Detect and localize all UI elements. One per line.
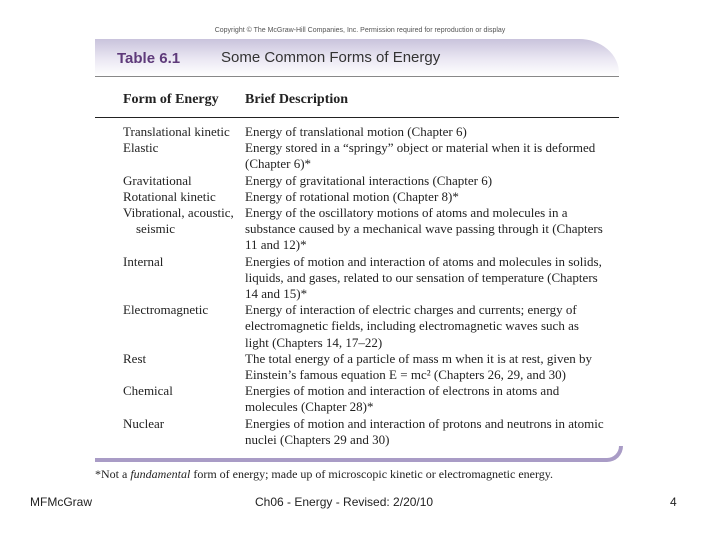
footnote-emphasis: fundamental: [130, 467, 191, 481]
description-cell: [245, 351, 623, 383]
form-cell: [123, 302, 245, 351]
form-cell: [123, 189, 245, 205]
table-row: [123, 124, 623, 140]
description-cell: [245, 302, 623, 351]
table-number: Table 6.1: [117, 50, 181, 67]
form-cell: [123, 416, 245, 448]
description-cell: [245, 173, 623, 189]
copyright-notice: Copyright © The McGraw-Hill Companies, Inc. Permission required for reproduction or display: [214, 27, 506, 34]
form-line: Electromagnetic: [123, 302, 209, 318]
form-line: seismic: [136, 221, 175, 237]
footnote-text-end: form of energy; made up of microscopic kinetic or electromagnetic energy.: [190, 467, 553, 481]
table-row: [123, 416, 623, 448]
description-cell: [245, 140, 623, 172]
table-body: [123, 124, 623, 448]
description-line: Energies of motion and interaction of electrons in atoms and: [245, 383, 560, 399]
table-row: [123, 140, 623, 172]
table-title: Some Common Forms of Energy: [221, 49, 441, 66]
form-cell: [123, 254, 245, 303]
form-cell: [123, 140, 245, 172]
table-row: [123, 351, 623, 383]
description-line: 14 and 15)*: [245, 286, 308, 302]
description-line: Energy of rotational motion (Chapter 8)*: [245, 188, 459, 204]
form-line: Chemical: [123, 383, 173, 399]
form-cell: [123, 205, 245, 254]
description-line: electromagnetic fields, including electromagnetic waves such as: [245, 318, 579, 334]
header-rule: [95, 117, 619, 118]
table-row: [123, 383, 623, 415]
description-line: liquids, and gases, related to our sensation of temperature (Chapters: [245, 269, 598, 285]
table-row: [123, 205, 623, 254]
page-number: 4: [670, 495, 677, 509]
form-line: Translational kinetic: [123, 124, 230, 139]
description-line: Energy of translational motion (Chapter 6): [245, 124, 467, 139]
description-line: molecules (Chapter 28)*: [245, 399, 374, 415]
form-line: Internal: [123, 253, 164, 269]
form-cell: [123, 383, 245, 415]
form-cell: [123, 351, 245, 383]
form-line: Rotational kinetic: [123, 188, 216, 204]
description-line: Energy stored in a “springy” object or material when it is deformed: [245, 140, 596, 156]
description-cell: [245, 189, 623, 205]
table-row: [123, 189, 623, 205]
description-cell: [245, 254, 623, 303]
footer-title: Ch06 - Energy - Revised: 2/20/10: [255, 495, 434, 509]
footnote: [95, 467, 553, 482]
description-line: 11 and 12)*: [245, 237, 307, 253]
description-cell: [245, 383, 623, 415]
description-line: nuclei (Chapters 29 and 30): [245, 431, 390, 447]
form-line: Nuclear: [123, 415, 165, 431]
description-line: Energies of motion and interaction of protons and neutrons in atomic: [245, 415, 604, 431]
table-row: [123, 254, 623, 303]
table-row: [123, 173, 623, 189]
description-line: Einstein’s famous equation E = mc² (Chapters 26, 29, and 30): [245, 367, 567, 383]
form-line: Elastic: [123, 140, 159, 156]
table-row: [123, 302, 623, 351]
description-line: (Chapter 6)*: [245, 156, 312, 172]
description-line: Energies of motion and interaction of atoms and molecules in solids,: [245, 253, 602, 269]
description-cell: [245, 205, 623, 254]
footnote-text: *Not a: [95, 467, 131, 481]
form-cell: [123, 173, 245, 189]
form-line: Gravitational: [123, 172, 192, 188]
table-bottom-border: [95, 446, 623, 462]
description-line: light (Chapters 14, 17–22): [245, 334, 383, 350]
description-line: The total energy of a particle of mass m when it is at rest, given by: [245, 350, 593, 366]
form-line: Vibrational, acoustic,: [123, 205, 234, 221]
form-cell: [123, 124, 245, 140]
description-line: substance caused by a mechanical wave passing through it (Chapters: [245, 221, 603, 237]
column-header-form: Form of Energy: [123, 92, 219, 107]
footer-author: MFMcGraw: [30, 495, 92, 509]
description-cell: [245, 416, 623, 448]
form-line: Rest: [123, 350, 147, 366]
description-line: Energy of the oscillatory motions of atoms and molecules in a: [245, 205, 568, 221]
description-line: Energy of interaction of electric charges and currents; energy of: [245, 302, 577, 318]
column-header-description: Brief Description: [245, 92, 349, 107]
description-line: Energy of gravitational interactions (Chapter 6): [245, 172, 493, 188]
description-cell: [245, 124, 623, 140]
